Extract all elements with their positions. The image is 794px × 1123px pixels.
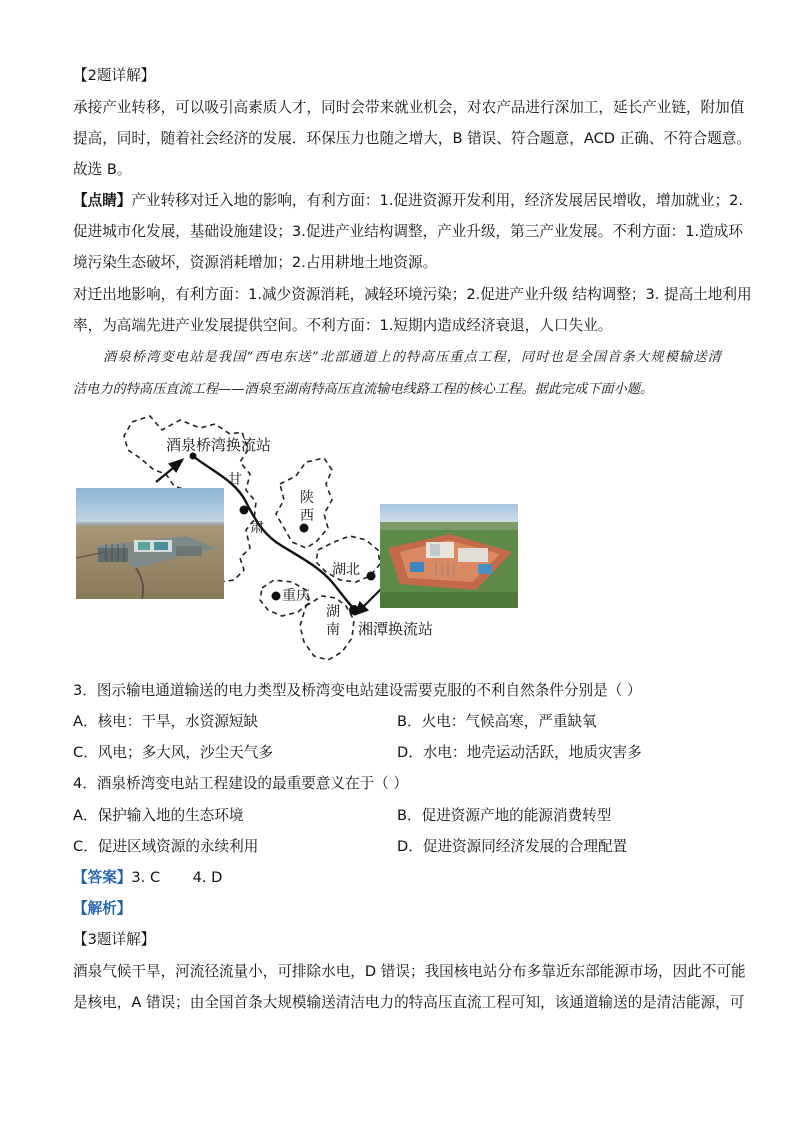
answer-label: 【答案】 (73, 869, 132, 886)
dot-chongqing (272, 592, 281, 601)
label-hubei: 湖北 (332, 562, 360, 578)
q2-text-line2: 提高，同时，随着社会经济的发展．环保压力也随之增大，B 错误、符合题意，ACD 正确、不符合题意。 (73, 130, 751, 147)
q3-detail-line2: 是核电，A 错误；由全国首条大规模输送清洁电力的特高压直流工程可知，该通道输送的是清洁能源，可 (73, 994, 745, 1011)
label-xiangtan-station: 湘潭换流站 (358, 620, 434, 638)
tip-line4: 对迁出地影响，有利方面：1.减少资源消耗，减轻环境污染；2.促进产业升级 结构调整；3. 提高土地利用 (73, 286, 752, 303)
dot-hubei (367, 572, 376, 581)
label-gansu-2: 肃 (250, 520, 264, 536)
label-hunan-1: 湖 (326, 604, 340, 620)
tip-text-1: 产业转移对迁入地的影响，有利方面：1.促进资源开发利用，经济发展居民增收，增加就业；2. (131, 192, 743, 209)
tip-line1 (73, 191, 743, 211)
q4-option-a[interactable]: A．保护输入地的生态环境 (73, 807, 244, 824)
q4-option-c[interactable]: C．促进区域资源的永续利用 (73, 838, 259, 855)
jiuquan-substation-photo (76, 488, 224, 599)
tip-label: 【点睛】 (73, 192, 132, 209)
xiangtan-station-photo (380, 504, 518, 608)
answer-line (73, 868, 222, 888)
q4-option-d[interactable]: D．促进资源同经济发展的合理配置 (397, 838, 628, 855)
analysis-label: 【解析】 (73, 900, 132, 917)
label-gansu-1: 甘 (228, 472, 242, 488)
label-shaanxi-1: 陕 (300, 490, 314, 506)
q2-text-line3: 故选 B。 (73, 161, 132, 178)
tip-line3: 境污染生态破坏，资源消耗增加；2.占用耕地土地资源。 (73, 254, 438, 271)
q3-stem: 3．图示输电通道输送的电力类型及桥湾变电站建设需要克服的不利自然条件分别是（ ） (73, 682, 642, 699)
label-hunan-2: 南 (326, 622, 340, 638)
label-jiuquan-station: 酒泉桥湾换流站 (166, 436, 272, 454)
q4-stem: 4．酒泉桥湾变电站工程建设的最重要意义在于（ ） (73, 775, 408, 792)
intro-line2: 洁电力的特高压直流工程——酒泉至湖南特高压直流输电线路工程的核心工程。据此完成下面小题。 (73, 382, 654, 397)
answer-text: 3. C 4. D (131, 869, 223, 886)
intro-line1: 酒泉桥湾变电站是我国“西电东送”北部通道上的特高压重点工程，同时也是全国首条大规模输送清 (103, 350, 721, 365)
dot-shaanxi (300, 524, 309, 533)
q3-option-a[interactable]: A．核电：干旱，水资源短缺 (73, 713, 259, 730)
tip-line2: 促进城市化发展，基础设施建设；3.促进产业结构调整，产业升级，第三产业发展。不利方面：1.造成环 (73, 223, 743, 240)
q3-detail-line1: 酒泉气候干旱，河流径流量小，可排除水电，D 错误；我国核电站分布多靠近东部能源市场，因此不可能 (73, 963, 746, 980)
q3-detail-heading: 【3题详解】 (73, 931, 156, 948)
q3-option-d[interactable]: D．水电：地壳运动活跃，地质灾害多 (397, 744, 642, 761)
q2-text-line1: 承接产业转移，可以吸引高素质人才，同时会带来就业机会，对农产品进行深加工，延长产业链，附加值 (73, 99, 745, 116)
q3-option-b[interactable]: B．火电：气候高寒，严重缺氧 (397, 713, 597, 730)
tip-line5: 率，为高端先进产业发展提供空间。不利方面：1.短期内造成经济衰退，人口失业。 (73, 317, 613, 334)
label-chongqing: 重庆 (282, 588, 310, 604)
label-shaanxi-2: 西 (300, 508, 314, 524)
dot-gansu (240, 506, 249, 515)
dot-xiangtan (349, 605, 359, 615)
q3-option-c[interactable]: C．风电；多大风，沙尘天气多 (73, 744, 273, 761)
q4-option-b[interactable]: B．促进资源产地的能源消费转型 (397, 807, 612, 824)
q2-heading: 【2题详解】 (73, 67, 156, 84)
